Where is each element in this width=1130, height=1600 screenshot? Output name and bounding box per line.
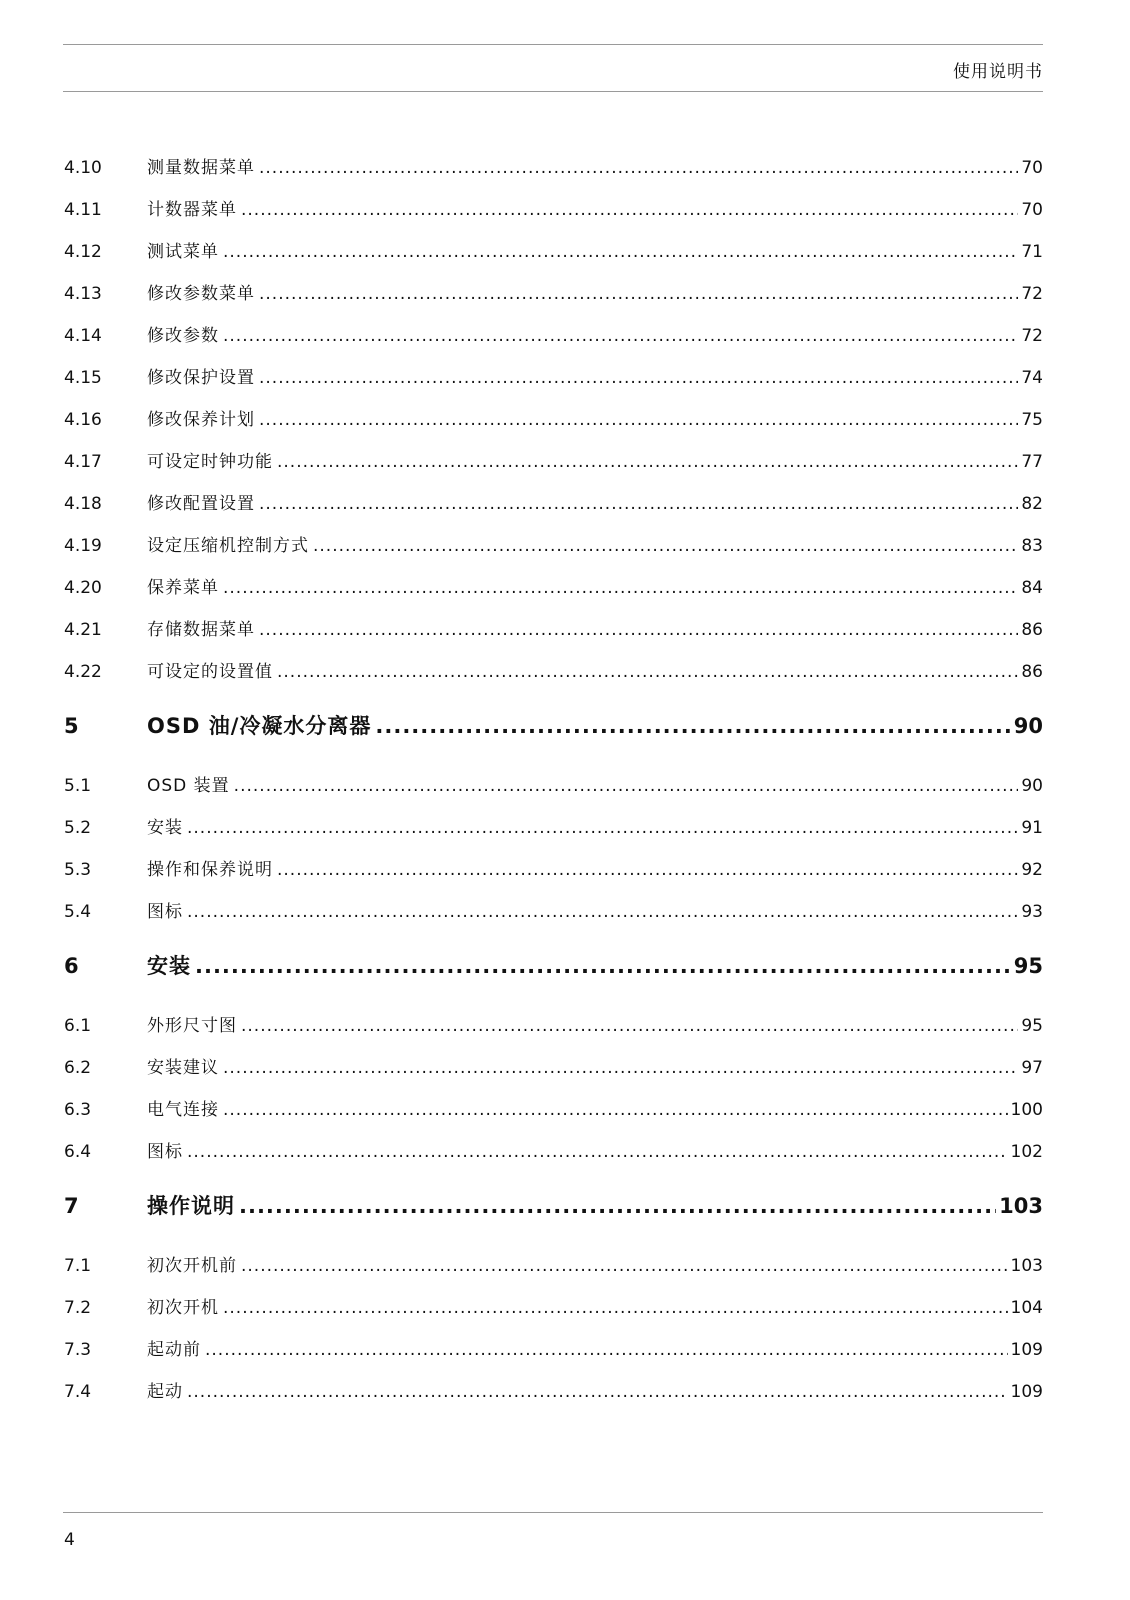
toc-entry-page: 109 <box>1010 1382 1043 1402</box>
toc-entry[interactable] <box>64 279 1043 321</box>
toc-dot-leader <box>223 1100 1008 1120</box>
toc-entry-page: 86 <box>1021 620 1043 640</box>
toc-entry-page: 95 <box>1013 954 1043 978</box>
toc-entry-title: 可设定时钟功能 <box>147 452 273 472</box>
toc-dot-leader <box>259 284 1018 304</box>
toc-dot-leader <box>187 818 1018 838</box>
toc-entry-title: 外形尺寸图 <box>147 1016 237 1036</box>
toc-entry-title: 修改配置设置 <box>147 494 255 514</box>
toc-dot-leader <box>187 1382 1008 1402</box>
toc-entry-title: 初次开机 <box>147 1298 219 1318</box>
toc-entry-number: 6.3 <box>64 1100 92 1120</box>
toc-entry-title: 操作和保养说明 <box>147 860 273 880</box>
toc-entry-title: 测试菜单 <box>147 242 219 262</box>
toc-dot-leader <box>223 578 1018 598</box>
toc-entry-page: 77 <box>1021 452 1043 472</box>
toc-entry-number: 5.4 <box>64 902 92 922</box>
toc-chapter-entry[interactable] <box>64 710 1043 750</box>
toc-entry-page: 75 <box>1021 410 1043 430</box>
toc-dot-leader <box>223 326 1018 346</box>
toc-entry-title: 计数器菜单 <box>147 200 237 220</box>
toc-entry-number: 7 <box>64 1194 79 1218</box>
toc-entry-number: 4.10 <box>64 158 102 178</box>
toc-entry-page: 95 <box>1021 1016 1043 1036</box>
toc-entry-title: 测量数据菜单 <box>147 158 255 178</box>
toc-entry[interactable] <box>64 321 1043 363</box>
toc-entry-page: 72 <box>1021 326 1043 346</box>
toc-dot-leader <box>259 410 1018 430</box>
page-number: 4 <box>64 1530 75 1550</box>
toc-entry-number: 4.13 <box>64 284 102 304</box>
toc-entry[interactable] <box>64 447 1043 489</box>
toc-entry-number: 6.1 <box>64 1016 92 1036</box>
toc-entry-page: 100 <box>1010 1100 1043 1120</box>
toc-entry[interactable] <box>64 1053 1043 1095</box>
toc-entry[interactable] <box>64 237 1043 279</box>
toc-entry-page: 102 <box>1010 1142 1043 1162</box>
toc-entry-page: 109 <box>1010 1340 1043 1360</box>
toc-entry-page: 74 <box>1021 368 1043 388</box>
table-of-contents <box>64 153 1043 1419</box>
toc-dot-leader <box>277 662 1018 682</box>
toc-dot-leader <box>259 494 1018 514</box>
toc-entry-page: 104 <box>1010 1298 1043 1318</box>
toc-entry[interactable] <box>64 531 1043 573</box>
toc-entry-number: 6 <box>64 954 79 978</box>
footer-rule <box>63 1512 1043 1513</box>
toc-entry-page: 70 <box>1021 200 1043 220</box>
toc-entry-page: 83 <box>1021 536 1043 556</box>
toc-dot-leader <box>205 1340 1008 1360</box>
toc-dot-leader <box>241 1016 1018 1036</box>
toc-entry-number: 7.4 <box>64 1382 92 1402</box>
toc-entry-title: 修改参数菜单 <box>147 284 255 304</box>
toc-entry-number: 7.1 <box>64 1256 92 1276</box>
toc-dot-leader <box>259 620 1018 640</box>
toc-entry-title: 操作说明 <box>147 1194 235 1218</box>
toc-entry[interactable] <box>64 1377 1043 1419</box>
document-header-title: 使用说明书 <box>953 62 1043 82</box>
header-rule-bottom <box>63 91 1043 92</box>
toc-entry-page: 97 <box>1021 1058 1043 1078</box>
toc-entry-number: 4.20 <box>64 578 102 598</box>
toc-entry-number: 4.21 <box>64 620 102 640</box>
toc-entry[interactable] <box>64 657 1043 699</box>
toc-entry-title: 图标 <box>147 1142 183 1162</box>
toc-entry-number: 4.11 <box>64 200 102 220</box>
toc-entry[interactable] <box>64 1137 1043 1179</box>
header-rule-top <box>63 44 1043 45</box>
toc-entry[interactable] <box>64 1095 1043 1137</box>
toc-entry[interactable] <box>64 363 1043 405</box>
toc-entry-title: OSD 油/冷凝水分离器 <box>147 714 372 738</box>
toc-entry-page: 103 <box>1010 1256 1043 1276</box>
toc-entry-number: 4.15 <box>64 368 102 388</box>
toc-entry-page: 92 <box>1021 860 1043 880</box>
toc-entry-number: 6.4 <box>64 1142 92 1162</box>
toc-entry-number: 4.14 <box>64 326 102 346</box>
toc-entry-title: 图标 <box>147 902 183 922</box>
toc-entry-page: 90 <box>1013 714 1043 738</box>
toc-entry-number: 4.16 <box>64 410 102 430</box>
toc-dot-leader <box>375 714 1010 738</box>
toc-entry[interactable] <box>64 897 1043 939</box>
toc-entry-number: 4.12 <box>64 242 102 262</box>
toc-entry-title: 安装建议 <box>147 1058 219 1078</box>
toc-dot-leader <box>259 368 1018 388</box>
toc-dot-leader <box>223 242 1018 262</box>
toc-entry[interactable] <box>64 855 1043 897</box>
toc-entry-title: 初次开机前 <box>147 1256 237 1276</box>
toc-entry[interactable] <box>64 489 1043 531</box>
toc-dot-leader <box>241 200 1018 220</box>
toc-dot-leader <box>223 1298 1008 1318</box>
toc-chapter-entry[interactable] <box>64 950 1043 990</box>
toc-dot-leader <box>277 452 1018 472</box>
toc-entry-title: 电气连接 <box>147 1100 219 1120</box>
toc-entry-number: 5.2 <box>64 818 92 838</box>
toc-entry-number: 6.2 <box>64 1058 92 1078</box>
toc-dot-leader <box>277 860 1018 880</box>
toc-entry-page: 82 <box>1021 494 1043 514</box>
toc-entry[interactable] <box>64 615 1043 657</box>
toc-entry[interactable] <box>64 195 1043 237</box>
toc-entry-page: 103 <box>999 1194 1043 1218</box>
toc-entry-page: 72 <box>1021 284 1043 304</box>
toc-entry-title: 安装 <box>147 818 183 838</box>
toc-entry-page: 90 <box>1021 776 1043 796</box>
toc-entry[interactable] <box>64 813 1043 855</box>
toc-entry-number: 4.22 <box>64 662 102 682</box>
toc-entry-number: 4.18 <box>64 494 102 514</box>
toc-entry-title: 保养菜单 <box>147 578 219 598</box>
toc-entry-title: OSD 装置 <box>147 776 230 796</box>
toc-entry-page: 71 <box>1021 242 1043 262</box>
toc-dot-leader <box>259 158 1018 178</box>
toc-entry[interactable] <box>64 1335 1043 1377</box>
toc-entry-page: 84 <box>1021 578 1043 598</box>
toc-entry-title: 存储数据菜单 <box>147 620 255 640</box>
toc-entry-title: 起动 <box>147 1382 183 1402</box>
toc-entry-number: 7.3 <box>64 1340 92 1360</box>
toc-entry-number: 5.1 <box>64 776 92 796</box>
toc-entry-page: 93 <box>1021 902 1043 922</box>
toc-dot-leader <box>187 1142 1008 1162</box>
toc-dot-leader <box>239 1194 996 1218</box>
toc-entry-page: 70 <box>1021 158 1043 178</box>
toc-entry[interactable] <box>64 1293 1043 1335</box>
toc-entry-title: 起动前 <box>147 1340 201 1360</box>
toc-entry-number: 4.17 <box>64 452 102 472</box>
toc-entry[interactable] <box>64 771 1043 813</box>
toc-dot-leader <box>223 1058 1018 1078</box>
toc-entry-title: 设定压缩机控制方式 <box>147 536 309 556</box>
toc-entry-number: 5.3 <box>64 860 92 880</box>
toc-dot-leader <box>234 776 1019 796</box>
toc-dot-leader <box>313 536 1018 556</box>
toc-dot-leader <box>187 902 1018 922</box>
toc-entry[interactable] <box>64 153 1043 195</box>
toc-entry-title: 修改参数 <box>147 326 219 346</box>
toc-chapter-entry[interactable] <box>64 1190 1043 1230</box>
toc-entry-title: 修改保护设置 <box>147 368 255 388</box>
toc-dot-leader <box>195 954 1011 978</box>
toc-entry-page: 86 <box>1021 662 1043 682</box>
toc-entry-number: 5 <box>64 714 79 738</box>
toc-entry-title: 可设定的设置值 <box>147 662 273 682</box>
toc-entry[interactable] <box>64 1251 1043 1293</box>
toc-dot-leader <box>241 1256 1008 1276</box>
toc-entry[interactable] <box>64 573 1043 615</box>
toc-entry-number: 7.2 <box>64 1298 92 1318</box>
toc-entry-title: 安装 <box>147 954 191 978</box>
toc-entry-page: 91 <box>1021 818 1043 838</box>
toc-entry-number: 4.19 <box>64 536 102 556</box>
toc-entry[interactable] <box>64 1011 1043 1053</box>
toc-entry-title: 修改保养计划 <box>147 410 255 430</box>
toc-entry[interactable] <box>64 405 1043 447</box>
